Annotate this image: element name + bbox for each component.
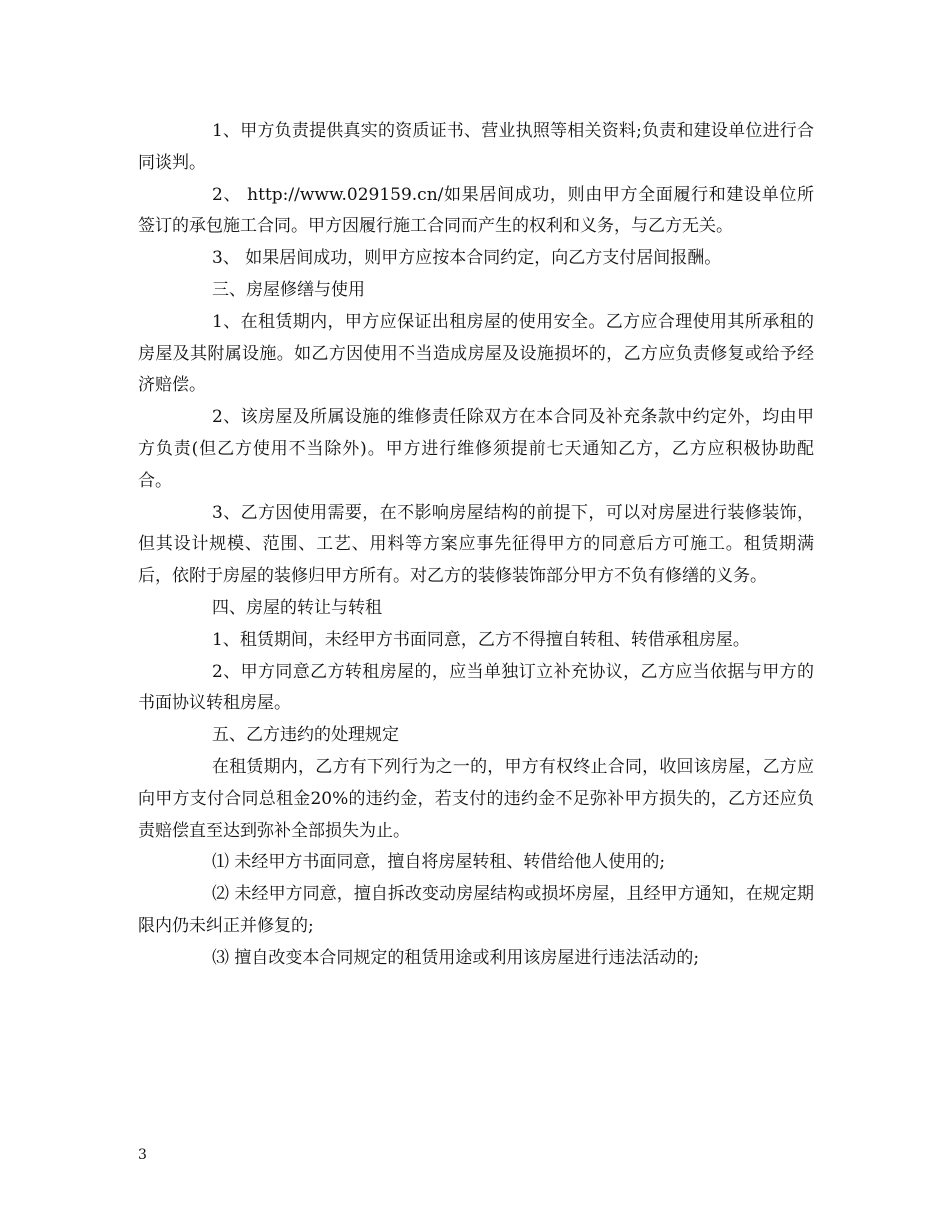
document-body [138,116,814,975]
paragraph-4: 1、在租赁期内，甲方应保证出租房屋的使用安全。乙方应合理使用其所承租的房屋及其附属设施。如乙方因使用不当造成房屋及设施损坏的，乙方应负责修复或给予经济赔偿。 [138,311,814,396]
list-item-2: ⑵ 未经甲方同意，擅自拆改变动房屋结构或损坏房屋，且经甲方通知，在规定期限内仍未纠正并修复的; [138,884,814,936]
paragraph-1: 1、甲方负责提供真实的资质证书、营业执照等相关资料;负责和建设单位进行合同谈判。 [138,121,814,173]
section-heading-4: 四、房屋的转让与转租 [212,597,382,618]
page-number: 3 [138,1147,147,1163]
paragraph-5: 2、该房屋及所属设施的维修责任除双方在本合同及补充条款中约定外，均由甲方负责(但乙方使用不当除外)。甲方进行维修须提前七天通知乙方，乙方应积极协助配合。 [138,407,814,491]
list-item-3: ⑶ 擅自改变本合同规定的租赁用途或利用该房屋进行违法活动的; [212,947,700,968]
paragraph-6: 3、乙方因使用需要，在不影响房屋结构的前提下，可以对房屋进行装修装饰，但其设计规模、范围、工艺、用料等方案应事先征得甲方的同意后方可施工。租赁期满后，依附于房屋的装修归甲方所有。对乙方的装修装饰部分甲方不负有修缮的义务。 [138,502,814,587]
paragraph-2: 2、 http://www.029159.cn/如果居间成功，则由甲方全面履行和建设单位所签订的承包施工合同。甲方因履行施工合同而产生的权利和义务，与乙方无关。 [138,184,814,237]
paragraph-7: 1、租赁期间，未经甲方书面同意，乙方不得擅自转租、转借承租房屋。 [212,629,750,650]
paragraph-9: 在租赁期内，乙方有下列行为之一的，甲方有权终止合同，收回该房屋，乙方应向甲方支付合同总租金20%的违约金，若支付的违约金不足弥补甲方损失的，乙方还应负责赔偿直至达到弥补全部损失为止。 [138,756,814,841]
paragraph-3: 3、 如果居间成功，则甲方应按本合同约定，向乙方支付居间报酬。 [212,248,722,269]
paragraph-8: 2、甲方同意乙方转租房屋的，应当单独订立补充协议，乙方应当依据与甲方的书面协议转租房屋。 [138,661,814,714]
section-heading-5: 五、乙方违约的处理规定 [212,725,399,746]
section-heading-3: 三、房屋修缮与使用 [212,279,365,300]
list-item-1: ⑴ 未经甲方书面同意，擅自将房屋转租、转借给他人使用的; [212,852,666,873]
